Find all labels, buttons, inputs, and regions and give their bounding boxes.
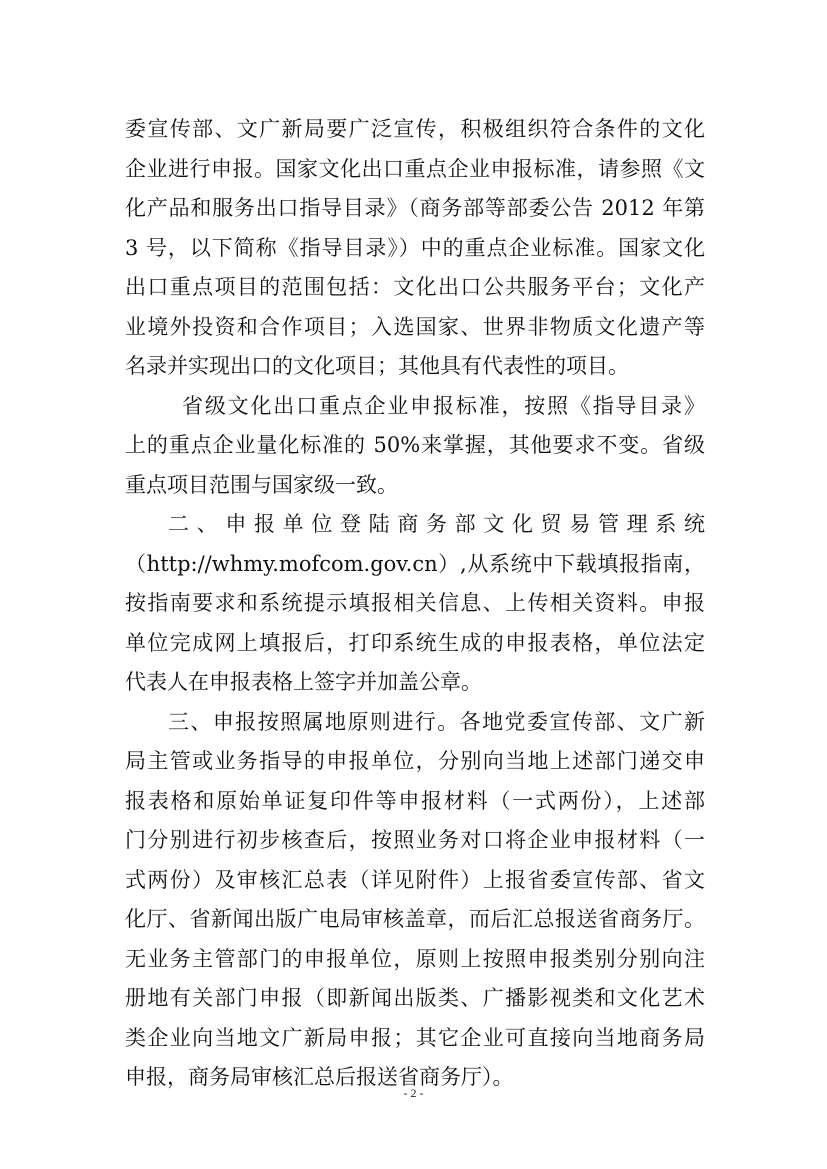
text-line: 业境外投资和合作项目；入选国家、世界非物质文化遗产等 (125, 315, 705, 339)
text-line: 代表人在申报表格上签字并加盖公章。 (125, 670, 482, 694)
text-line: 化厅、省新闻出版广电局审核盖章，而后汇总报送省商务厅。 (125, 907, 705, 931)
text-line: 按指南要求和系统提示填报相关信息、上传相关资料。申报 (125, 591, 705, 615)
text-line: 册地有关部门申报（即新闻出版类、广播影视类和文化艺术 (125, 986, 705, 1010)
text-line: 类企业向当地文广新局申报；其它企业可直接向当地商务局 (125, 1026, 705, 1050)
text-line: 企业进行申报。国家文化出口重点企业申报标准，请参照《文 (125, 157, 705, 181)
text-line: 委宣传部、文广新局要广泛宣传，积极组织符合条件的文化 (125, 117, 705, 141)
text-line: 单位完成网上填报后，打印系统生成的申报表格，单位法定 (125, 631, 705, 655)
section-two-heading-line: 二、申报单位登陆商务部文化贸易管理系统 (168, 512, 705, 536)
section-three-heading-line: 三、申报按照属地原则进行。各地党委宣传部、文广新 (168, 710, 705, 734)
text-line: 式两份）及审核汇总表（详见附件）上报省委宣传部、省文 (125, 868, 705, 892)
text-line: 申报，商务局审核汇总后报送省商务厅）。 (125, 1065, 514, 1089)
text-line: 重点项目范围与国家级一致。 (125, 473, 398, 497)
text-line: 3 号，以下简称《指导目录》）中的重点企业标准。国家文化 (125, 236, 705, 260)
text-line: 化产品和服务出口指导目录》（商务部等部委公告 2012 年第 (125, 196, 705, 220)
text-line: 无业务主管部门的申报单位，原则上按照申报类别分别向注 (125, 947, 705, 971)
url-line: （http://whmy.mofcom.gov.cn）,从系统中下载填报指南， (125, 552, 705, 576)
paragraph-first-line: 省级文化出口重点企业申报标准，按照《指导目录》 (182, 394, 705, 418)
text-line: 局主管或业务指导的申报单位，分别向当地上述部门递交申 (125, 749, 705, 773)
text-line: 上的重点企业量化标准的 50%来掌握，其他要求不变。省级 (125, 433, 705, 457)
page-number: - 2 - (403, 1086, 424, 1100)
text-line: 门分别进行初步核查后，按照业务对口将企业申报材料（一 (125, 828, 705, 852)
text-line: 出口重点项目的范围包括：文化出口公共服务平台；文化产 (125, 275, 705, 299)
text-line: 报表格和原始单证复印件等申报材料（一式两份），上述部 (125, 789, 705, 813)
text-line: 名录并实现出口的文化项目；其他具有代表性的项目。 (125, 354, 629, 378)
